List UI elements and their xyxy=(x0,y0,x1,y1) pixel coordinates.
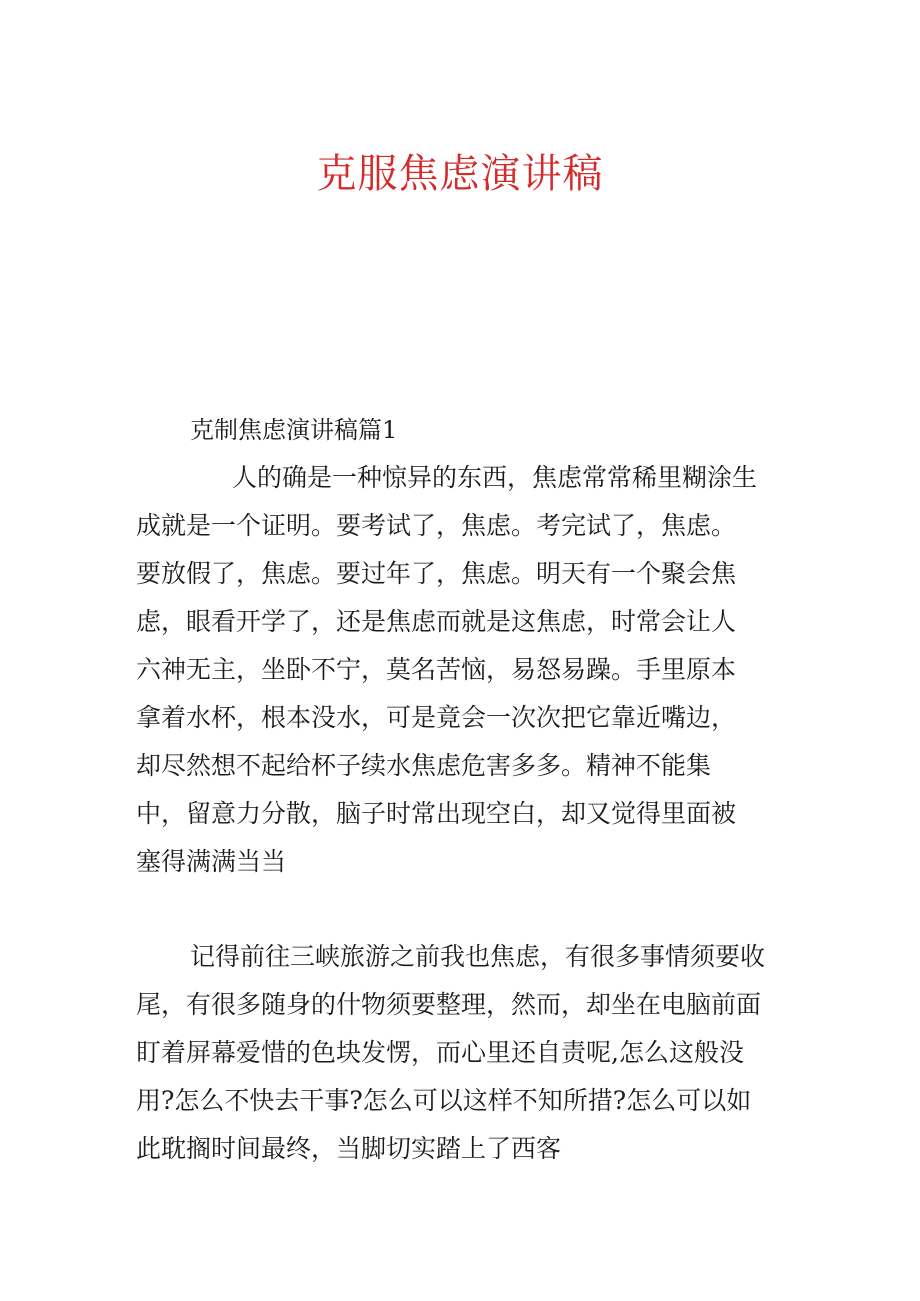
section-heading: 克制焦虑演讲稿篇1 xyxy=(190,416,398,444)
paragraph-line: 此耽搁时间最终，当脚切实踏上了西客 xyxy=(136,1134,562,1163)
paragraph-line: 拿着水杯，根本没水，可是竟会一次次把它靠近嘴边， xyxy=(136,703,737,732)
paragraph-line: 中，留意力分散，脑子时常出现空白，却又觉得里面被 xyxy=(136,799,737,828)
paragraph-line: 虑，眼看开学了，还是焦虑而就是这焦虑，时常会让人 xyxy=(136,607,737,636)
paragraph-line: 盯着屏幕爱惜的色块发愣，而心里还自责呢,怎么这般没 xyxy=(136,1038,744,1067)
paragraph-line: 塞得满满当当 xyxy=(136,847,287,876)
paragraph-line: 人的确是一种惊异的东西，焦虑常常稀里糊涂生 xyxy=(232,463,758,492)
paragraph-1 xyxy=(136,454,796,886)
paragraph-line: 记得前往三峡旅游之前我也焦虑，有很多事情须要收 xyxy=(190,942,766,971)
paragraph-2 xyxy=(136,933,796,1173)
paragraph-line: 用?怎么不快去干事?怎么可以这样不知所措?怎么可以如 xyxy=(136,1086,752,1115)
paragraph-line: 要放假了，焦虑。要过年了，焦虑。明天有一个聚会焦 xyxy=(136,559,737,588)
paragraph-line: 尾，有很多随身的什物须要整理，然而，却坐在电脑前面 xyxy=(136,990,762,1019)
paragraph-line: 成就是一个证明。要考试了，焦虑。考完试了，焦虑。 xyxy=(136,511,737,540)
document-title: 克服焦虑演讲稿 xyxy=(316,151,604,197)
paragraph-line: 却尽然想不起给杯子续水焦虑危害多多。精神不能集 xyxy=(136,751,712,780)
paragraph-line: 六神无主，坐卧不宁，莫名苦恼，易怒易躁。手里原本 xyxy=(136,655,737,684)
